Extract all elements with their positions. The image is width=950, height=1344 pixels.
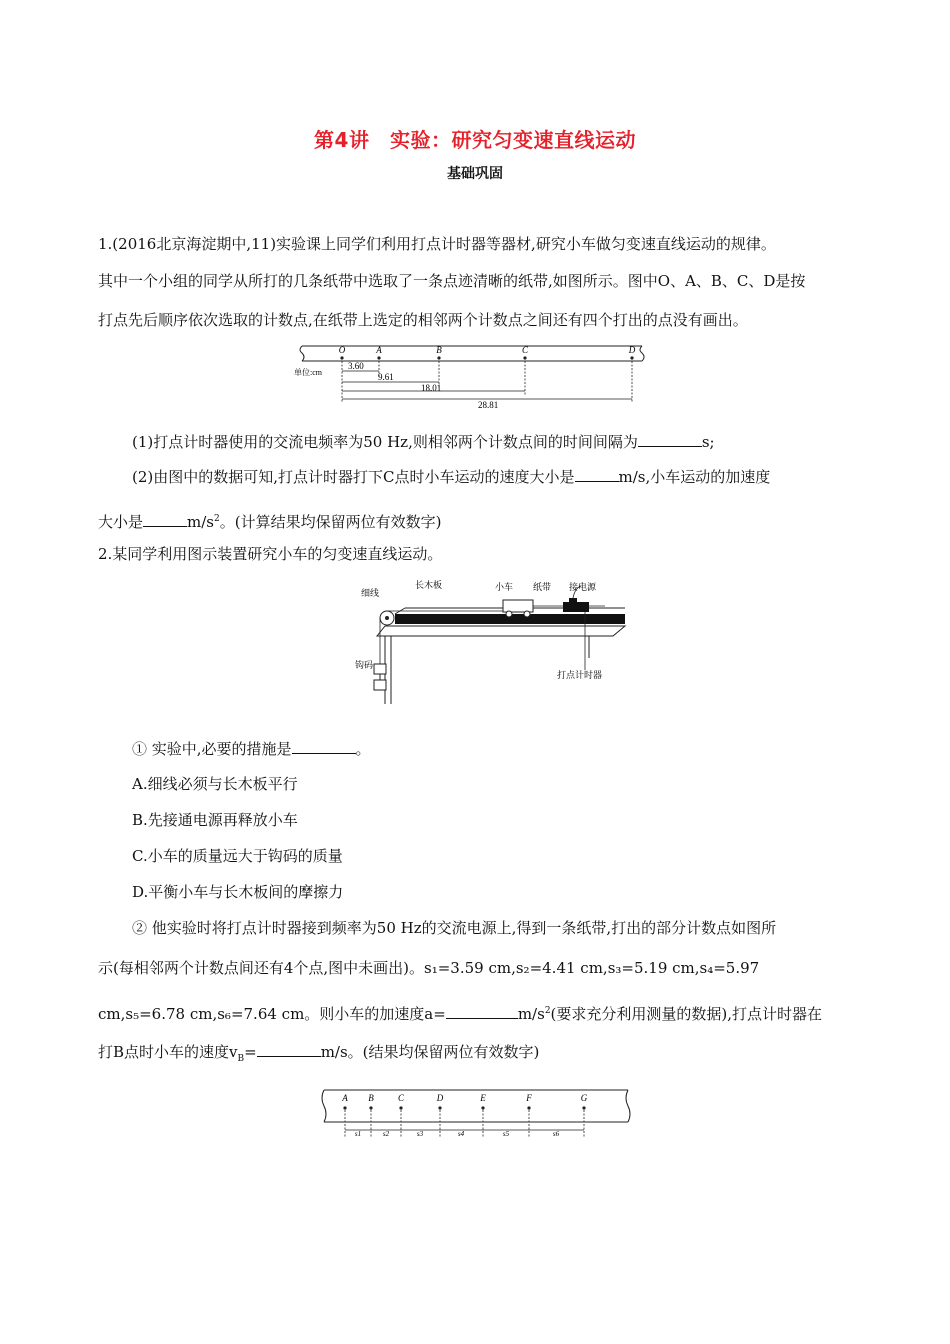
q2-tape-figure	[318, 1080, 638, 1142]
q2-sub-2-line-4: 打B点时小车的速度$v_B= m/s$。(结果均保留两位有效数字)	[98, 1043, 540, 1064]
measure-oa: 3.60	[348, 361, 364, 371]
label-weights: 钩码	[355, 660, 374, 670]
tape-unit-label: 单位:cm	[294, 368, 322, 377]
q1-part-1: (1)打点计时器使用的交流电频率为50 Hz,则相邻两个计数点间的时间间隔为 s;	[132, 433, 715, 451]
tape2-point-b: B	[368, 1093, 374, 1103]
apparatus-figure	[355, 578, 645, 708]
tape-point-b: B	[436, 345, 442, 355]
q1-line-2: 其中一个小组的同学从所打的几条纸带中选取了一条点迹清晰的纸带,如图所示。图中O、A、B、C、D是按	[98, 272, 806, 290]
label-thread: 细线	[361, 588, 380, 598]
tape2-seg-s6: s6	[552, 1130, 560, 1138]
answer-blank-velocity-b[interactable]	[257, 1042, 321, 1057]
measure-ob: 9.61	[378, 372, 394, 382]
tape2-guides	[345, 1110, 584, 1138]
answer-blank-acceleration-2[interactable]	[446, 1004, 518, 1019]
option-a: A.细线必须与长木板平行	[132, 775, 298, 793]
tape2-seg-s1: s1	[354, 1130, 362, 1138]
tape2-seg-s5: s5	[502, 1130, 510, 1138]
label-tape: 纸带	[533, 582, 552, 592]
q2-sub-1: ① 实验中,必要的措施是 。	[132, 740, 371, 758]
tape2-point-e: E	[480, 1093, 486, 1103]
tape2-point-c: C	[397, 1093, 405, 1103]
q2-sub-2-line-2: 示(每相邻两个计数点间还有4个点,图中未画出)。s₁=3.59 cm,s₂=4.41 cm,s₃=5.19 cm,s₄=5.97	[98, 959, 760, 977]
section-subtitle: 基础巩固	[447, 166, 503, 182]
q1-tape-figure	[290, 340, 660, 420]
tape2-point-g: G	[580, 1093, 588, 1103]
tape2-seg-s2: s2	[382, 1130, 390, 1138]
q2-sub-2-line-1: ② 他实验时将打点计时器接到频率为50 Hz的交流电源上,得到一条纸带,打出的部分计数点如图所	[132, 919, 777, 937]
page-title: 第4讲 实验：研究匀变速直线运动	[314, 128, 636, 152]
q1-part-2: (2)由图中的数据可知,打点计时器打下C点时小车运动的速度大小是 m/s,小车运动的加速度	[132, 468, 771, 486]
tape-point-c: C	[521, 345, 529, 355]
tape-point-o: O	[338, 345, 346, 355]
answer-blank-measures[interactable]	[292, 739, 356, 754]
option-b: B.先接通电源再释放小车	[132, 811, 298, 829]
tape2-dots	[343, 1106, 585, 1109]
answer-blank-interval[interactable]	[638, 432, 702, 447]
table	[377, 626, 625, 704]
option-d: D.平衡小车与长木板间的摩擦力	[132, 883, 344, 901]
tape-dots	[340, 356, 633, 359]
measure-oc: 18.01	[421, 383, 442, 393]
q2-sub-2-line-3: cm,s₅=6.78 cm,s₆=7.64 cm。则小车的加速度$a= m/s^2$(要求充分利用测量的数据),打点计时器在	[98, 1005, 823, 1023]
q1-part-2-cont: 大小是 $m/s^2$。(计算结果均保留两位有效数字)	[98, 513, 442, 531]
timer	[563, 598, 589, 612]
label-timer: 打点计时器	[557, 670, 603, 680]
tape2-point-f: F	[526, 1093, 532, 1103]
answer-blank-acceleration[interactable]	[143, 512, 187, 527]
tape2-point-d: D	[436, 1093, 444, 1103]
tape2-point-a: A	[342, 1093, 348, 1103]
q1-line-3: 打点先后顺序依次选取的计数点,在纸带上选定的相邻两个计数点之间还有四个打出的点没有画出。	[98, 311, 748, 329]
label-board: 长木板	[415, 580, 443, 590]
tape2-seg-s3: s3	[416, 1130, 424, 1138]
option-c: C.小车的质量远大于钩码的质量	[132, 847, 343, 865]
tape2-seg-s4: s4	[457, 1130, 465, 1138]
answer-blank-velocity-c[interactable]	[575, 467, 619, 482]
label-cart: 小车	[495, 582, 514, 592]
pulley	[380, 611, 394, 625]
hook-weights	[374, 664, 386, 690]
measure-od: 28.81	[478, 400, 499, 410]
tape-point-a: A	[376, 345, 382, 355]
tape-outline	[300, 346, 644, 361]
tape-point-d: D	[628, 345, 636, 355]
q2-line-1: 2.某同学利用图示装置研究小车的匀变速直线运动。	[98, 545, 443, 563]
q1-line-1: 1.(2016北京海淀期中,11)实验课上同学们利用打点计时器等器材,研究小车做匀变速直线运动的规律。	[98, 235, 776, 253]
label-power: 接电源	[569, 582, 597, 592]
